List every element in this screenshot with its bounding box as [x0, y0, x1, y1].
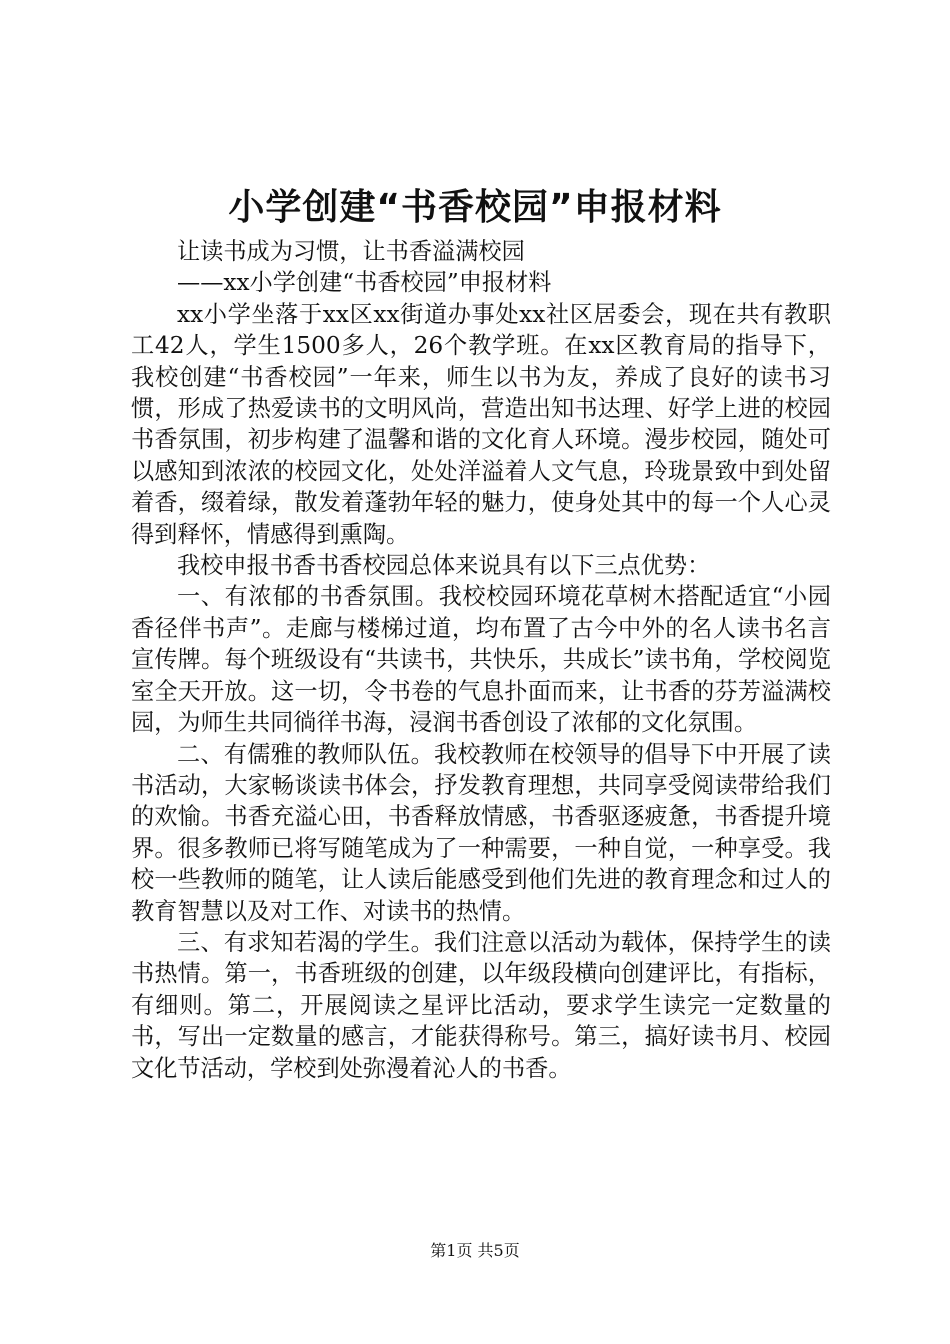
- advantage-two-paragraph: 二、有儒雅的教师队伍。我校教师在校领导的倡导下中开展了读书活动，大家畅谈读书体会，抒发教育理想，共同享受阅读带给我们的欢愉。书香充溢心田，书香释放情感，书香驱逐疲惫，书香提升境界。很多教师已将写随笔成为了一种需要，一种自觉，一种享受。我校一些教师的随笔，让人读后能感受到他们先进的教育理念和过人的教育智慧以及对工作、对读书的热情。: [131, 740, 831, 925]
- page-footer: 第1页 共5页: [430, 1241, 520, 1260]
- advantage-three-paragraph: 三、有求知若渴的学生。我们注意以活动为载体，保持学生的读书热情。第一，书香班级的创建，以年级段横向创建评比，有指标，有细则。第二，开展阅读之星评比活动，要求学生读完一定数量的书，写出一定数量的感言，才能获得称号。第三，搞好读书月、校园文化节活动，学校到处弥漫着沁人的书香。: [131, 928, 831, 1082]
- advantage-one-paragraph: 一、有浓郁的书香氛围。我校校园环境花草树木搭配适宜“小园香径伴书声”。走廊与楼梯过道，均布置了古今中外的名人读书名言宣传牌。每个班级设有“共读书，共快乐，共成长”读书角，学校阅览室全天开放。这一切，令书卷的气息扑面而来，让书香的芬芳溢满校园，为师生共同徜徉书海，浸润书香创设了浓郁的文化氛围。: [131, 583, 831, 737]
- document-body: [131, 236, 831, 1084]
- intro-paragraph: xx小学坐落于xx区xx街道办事处xx社区居委会，现在共有教职工42人，学生1500多人，26个教学班。在xx区教育局的指导下，我校创建“书香校园”一年来，师生以书为友，养成了良好的读书习惯，形成了热爱读书的文明风尚，营造出知书达理、好学上进的校园书香氛围，初步构建了温馨和谐的文化育人环境。漫步校园，随处可以感知到浓浓的校园文化，处处洋溢着人文气息，玲珑景致中到处留着香，缀着绿，散发着蓬勃年轻的魅力，使身处其中的每一个人心灵得到释怀，情感得到熏陶。: [131, 300, 831, 548]
- document-title: 小学创建“书香校园”申报材料: [228, 187, 722, 228]
- advantages-lead-paragraph: 我校申报书香书香校园总体来说具有以下三点优势：: [177, 552, 711, 580]
- subtitle-source-line: ——xx小学创建“书香校园”申报材料: [177, 269, 552, 297]
- subtitle-line: 让读书成为习惯，让书香溢满校园: [177, 238, 525, 265]
